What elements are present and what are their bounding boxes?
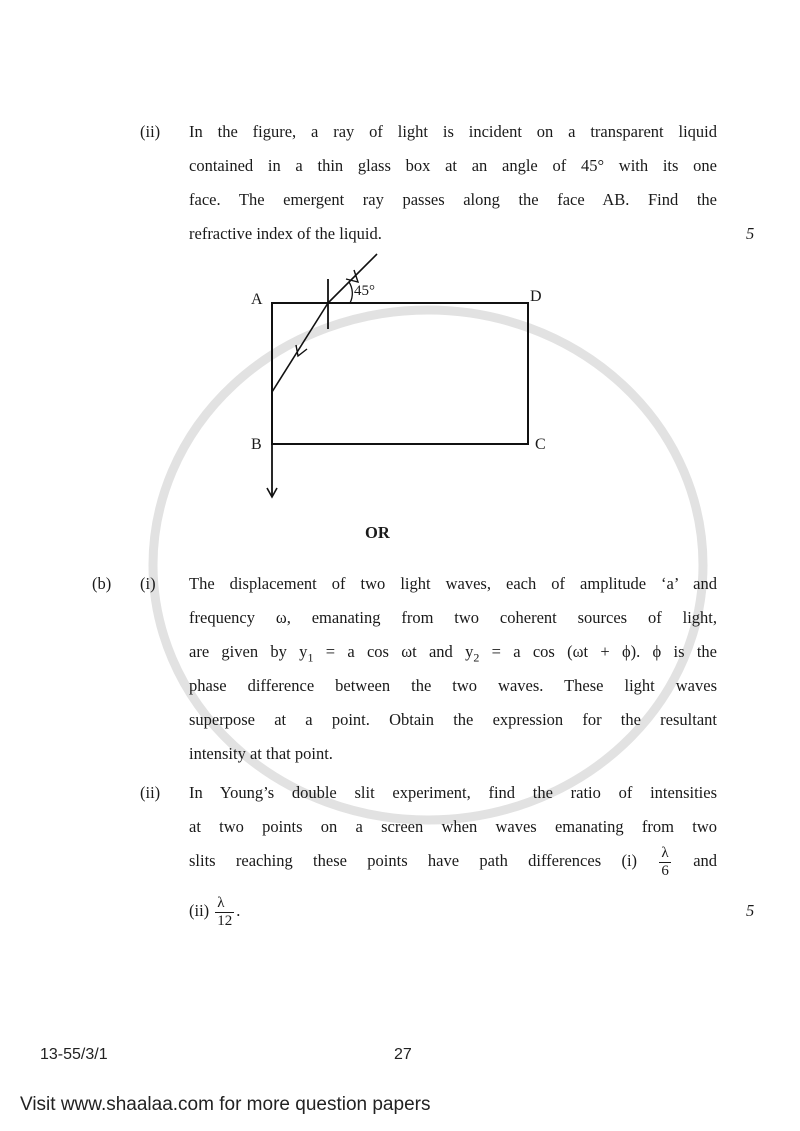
refracted-ray — [272, 303, 328, 392]
question-text: superpose at a point. Obtain the expression for the resultant — [189, 710, 717, 729]
marks: 5 — [746, 901, 755, 920]
arrow-icon — [346, 270, 358, 282]
denominator: 12 — [217, 912, 233, 929]
fraction — [659, 845, 671, 880]
text: (ii) — [189, 901, 210, 920]
text: and — [693, 851, 718, 870]
glass-box — [272, 303, 528, 444]
question-text: The displacement of two light waves, each of amplitude ‘a’ and — [189, 574, 717, 593]
visit-banner: Visit www.shaalaa.com for more question papers — [20, 1094, 431, 1115]
text: = a cos ωt and y — [313, 642, 474, 661]
fraction — [215, 895, 234, 930]
page-number: 27 — [394, 1046, 412, 1063]
subscript: 2 — [473, 650, 480, 665]
question-text — [189, 842, 717, 880]
question-text: frequency ω, emanating from two coherent sources of light, — [189, 608, 717, 627]
text: are given by y — [189, 642, 308, 661]
question-text: phase difference between the two waves. These light waves — [189, 676, 717, 695]
arrow-icon — [296, 345, 307, 356]
label-A: A — [251, 291, 263, 308]
question-text: intensity at that point. — [189, 744, 333, 763]
label-B: B — [251, 436, 262, 453]
question-text — [189, 642, 717, 667]
subquestion-label: (i) — [140, 574, 156, 593]
numerator: λ — [215, 895, 234, 913]
label-D: D — [530, 288, 542, 305]
angle-label: 45° — [354, 283, 375, 299]
text: slits reaching these points have path differences (i) — [189, 851, 638, 870]
question-text: In Young’s double slit experiment, find the ratio of intensities — [189, 783, 717, 802]
or-label: OR — [365, 523, 390, 542]
text: = a cos (ωt + ϕ). ϕ is the — [479, 642, 717, 661]
question-label: (b) — [92, 574, 112, 593]
question-text: at two points on a screen when waves emanating from two — [189, 817, 717, 836]
question-text: face. The emergent ray passes along the face AB. Find the — [189, 190, 717, 209]
question-text: refractive index of the liquid. — [189, 224, 382, 243]
angle-arc — [349, 282, 352, 303]
numerator: λ — [659, 845, 671, 863]
text: . — [236, 901, 241, 920]
paper-code: 13-55/3/1 — [40, 1046, 108, 1063]
question-text: contained in a thin glass box at an angle of 45° with its one — [189, 156, 717, 175]
subscript: 1 — [307, 650, 314, 665]
label-C: C — [535, 436, 546, 453]
question-text — [189, 892, 717, 930]
marks: 5 — [746, 224, 755, 243]
denominator: 6 — [661, 862, 669, 879]
subquestion-label: (ii) — [140, 783, 161, 802]
question-text: In the figure, a ray of light is incident on a transparent liquid — [189, 122, 717, 141]
question-label: (ii) — [140, 122, 161, 141]
